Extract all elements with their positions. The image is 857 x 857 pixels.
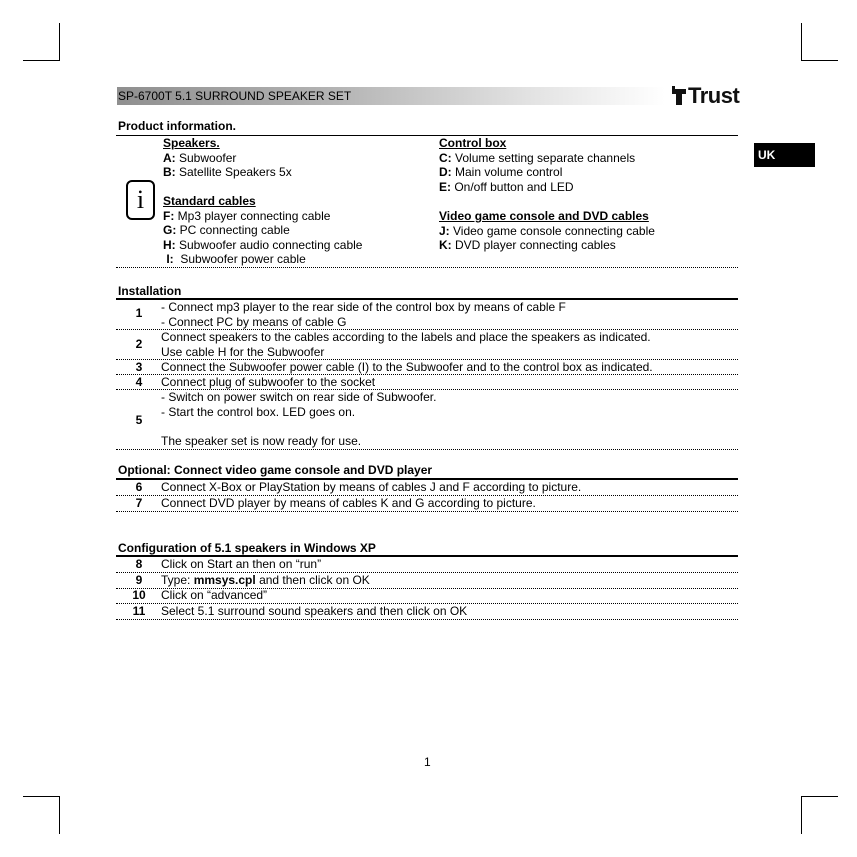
crop-mark-bottom-right-h: [801, 796, 838, 797]
step-text: Connect plug of subwoofer to the socket: [161, 375, 376, 389]
step-text: Connect the Subwoofer power cable (I) to the Subwoofer and to the control box as indicated.: [161, 360, 653, 374]
control-item: E: On/off button and LED: [439, 179, 574, 194]
step-text: - Switch on power switch on rear side of Subwoofer. - Start the control box. LED goes on. The speaker set is now ready for use.: [161, 390, 437, 448]
control-box-heading: Control box: [439, 136, 507, 150]
crop-mark-bottom-left-v: [59, 796, 60, 834]
step-number: 9: [135, 573, 143, 587]
crop-mark-top-left-v: [59, 23, 60, 61]
standard-cables-heading: Standard cables: [163, 194, 256, 208]
video-cables-block: [439, 209, 655, 253]
step-text: Select 5.1 surround sound speakers and then click on OK: [161, 604, 468, 618]
speaker-item: A: Subwoofer: [163, 150, 237, 165]
brand-logo: [672, 84, 739, 108]
control-item: C: Volume setting separate channels: [439, 150, 636, 165]
info-icon: i: [126, 180, 155, 220]
speakers-block: [163, 136, 292, 180]
cable-item: I: Subwoofer power cable: [163, 252, 306, 267]
language-tab: UK: [754, 143, 815, 167]
video-cable-item: K: DVD player connecting cables: [439, 238, 616, 253]
control-box-block: [439, 136, 635, 194]
optional-title: Optional: Connect video game console and DVD player: [118, 463, 433, 477]
dotted-divider: [116, 267, 738, 268]
speakers-heading: Speakers.: [163, 136, 220, 150]
control-item: D: Main volume control: [439, 165, 563, 180]
step-number: 4: [135, 375, 143, 389]
crop-mark-bottom-right-v: [801, 796, 802, 834]
step-number: 10: [132, 588, 146, 602]
step-number: 8: [135, 557, 143, 571]
installation-title: Installation: [118, 284, 182, 298]
configuration-title: Configuration of 5.1 speakers in Windows XP: [118, 541, 376, 555]
crop-mark-top-right-v: [801, 23, 802, 61]
crop-mark-top-right-h: [801, 60, 838, 61]
dotted-divider: [116, 511, 738, 512]
step-number: 3: [135, 360, 143, 374]
step-number: 5: [135, 413, 143, 427]
step-number: 6: [135, 480, 143, 494]
step-text: Type: mmsys.cpl and then click on OK: [161, 573, 370, 587]
dotted-divider: [116, 619, 738, 620]
crop-mark-top-left-h: [23, 60, 60, 61]
dotted-divider: [116, 449, 738, 450]
step-text: - Connect mp3 player to the rear side of the control box by means of cable F - Connect PC by means of cable G: [161, 300, 566, 329]
step-text: Click on Start an then on “run”: [161, 557, 322, 571]
step-text: Connect DVD player by means of cables K and G according to picture.: [161, 496, 536, 510]
step-text: Click on “advanced”: [161, 588, 268, 602]
crop-mark-bottom-left-h: [23, 796, 60, 797]
cable-item: G: PC connecting cable: [163, 223, 290, 238]
step-number: 2: [135, 337, 143, 351]
logo-wordmark: Trust: [688, 83, 740, 108]
step-number: 11: [132, 604, 146, 618]
speaker-item: B: Satellite Speakers 5x: [163, 165, 292, 180]
document-title: SP-6700T 5.1 SURROUND SPEAKER SET: [118, 89, 352, 103]
page-number: 1: [424, 755, 431, 769]
trust-logo-icon: [672, 86, 686, 106]
product-info-title: Product information.: [118, 119, 236, 133]
cable-item: H: Subwoofer audio connecting cable: [163, 237, 363, 252]
video-cable-item: J: Video game console connecting cable: [439, 223, 655, 238]
video-cables-heading: Video game console and DVD cables: [439, 209, 649, 223]
step-number: 1: [135, 306, 143, 320]
step-text: Connect X-Box or PlayStation by means of cables J and F according to picture.: [161, 480, 582, 494]
standard-cables-block: [163, 194, 362, 267]
step-number: 7: [135, 496, 143, 510]
step-text: Connect speakers to the cables according to the labels and place the speakers as indicated. Use cable H for the Subwoofer: [161, 330, 651, 359]
cable-item: F: Mp3 player connecting cable: [163, 208, 331, 223]
